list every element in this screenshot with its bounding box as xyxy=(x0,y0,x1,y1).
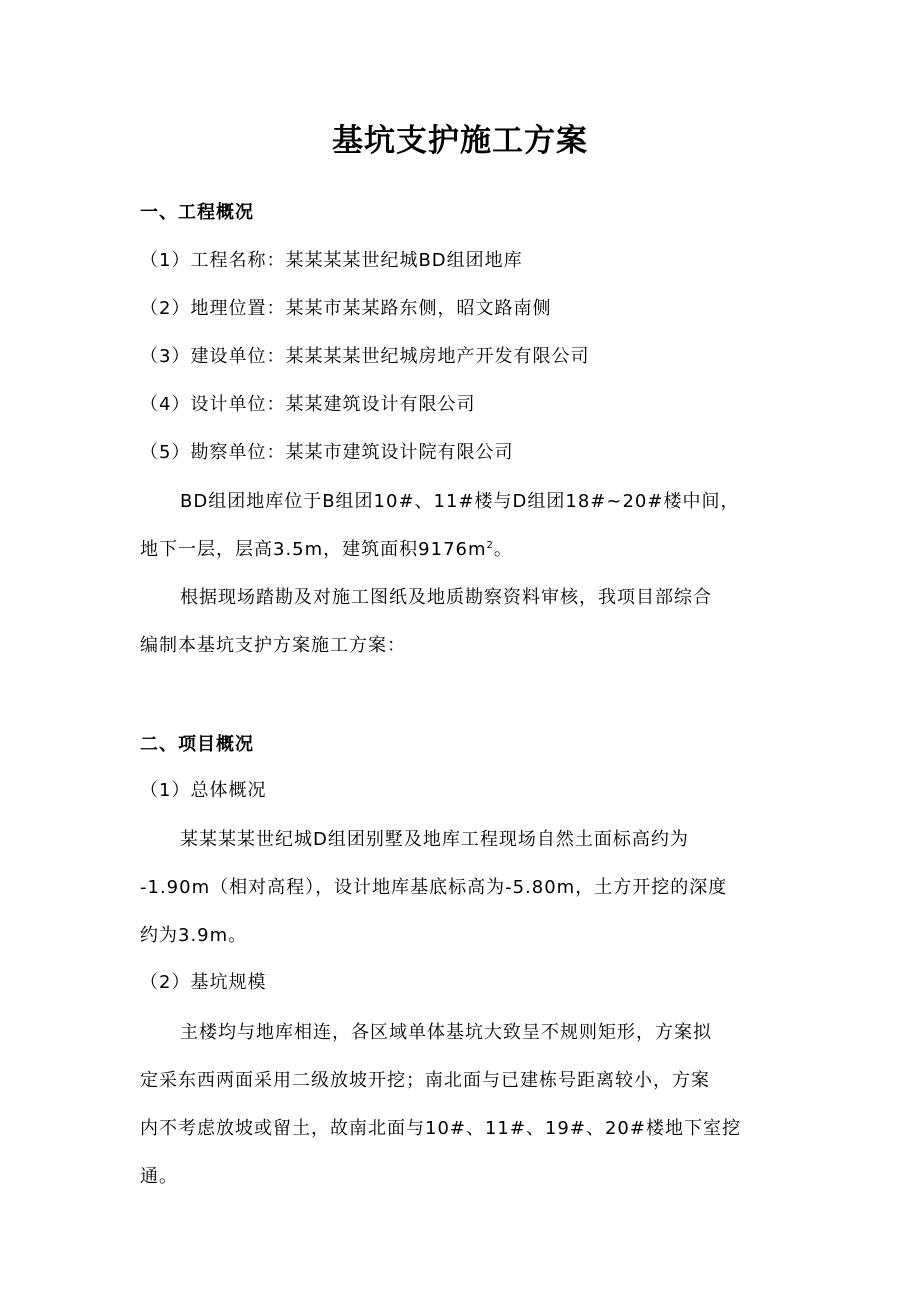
paragraph-line: 根据现场踏勘及对施工图纸及地质勘察资料审核，我项目部综合 xyxy=(180,587,712,608)
survey-line: （5）勘察单位：某某市建筑设计院有限公司 xyxy=(140,442,514,463)
paragraph-line: 某某某某世纪城D组团别墅及地库工程现场自然土面标高约为 xyxy=(180,829,689,850)
paragraph-line: -1.90m（相对高程），设计地库基底标高为-5.80m，土方开挖的深度 xyxy=(140,877,728,898)
superscript: 2 xyxy=(486,540,494,551)
location-line: （2）地理位置：某某市某某路东侧，昭文路南侧 xyxy=(140,298,552,319)
paragraph-text: 。 xyxy=(493,539,513,560)
project-name-line: （1）工程名称：某某某某世纪城BD组团地库 xyxy=(140,250,523,271)
paragraph-line xyxy=(140,535,513,561)
document-title: 基坑支护施工方案 xyxy=(332,123,588,159)
section-heading-project: 二、项目概况 xyxy=(140,734,254,755)
paragraph-line: 通。 xyxy=(140,1166,178,1187)
subheading-general: （1）总体概况 xyxy=(140,780,267,801)
paragraph-line: BD组团地库位于B组团10#、11#楼与D组团18#~20#楼中间， xyxy=(180,491,740,512)
paragraph-line: 编制本基坑支护方案施工方案： xyxy=(140,635,406,656)
paragraph-line: 定采东西两面采用二级放坡开挖；南北面与已建栋号距离较小，方案 xyxy=(140,1070,710,1091)
designer-line: （4）设计单位：某某建筑设计有限公司 xyxy=(140,394,476,415)
paragraph-text: 地下一层，层高3.5m，建筑面积9176m xyxy=(140,539,487,560)
paragraph-line: 主楼均与地库相连，各区域单体基坑大致呈不规则矩形，方案拟 xyxy=(180,1022,712,1043)
section-heading-overview: 一、工程概况 xyxy=(140,202,254,223)
paragraph-line: 约为3.9m。 xyxy=(140,925,248,946)
paragraph-line: 内不考虑放坡或留土，故南北面与10#、11#、19#、20#楼地下室挖 xyxy=(140,1118,741,1139)
owner-line: （3）建设单位：某某某某世纪城房地产开发有限公司 xyxy=(140,346,590,367)
subheading-pit-scale: （2）基坑规模 xyxy=(140,972,267,993)
